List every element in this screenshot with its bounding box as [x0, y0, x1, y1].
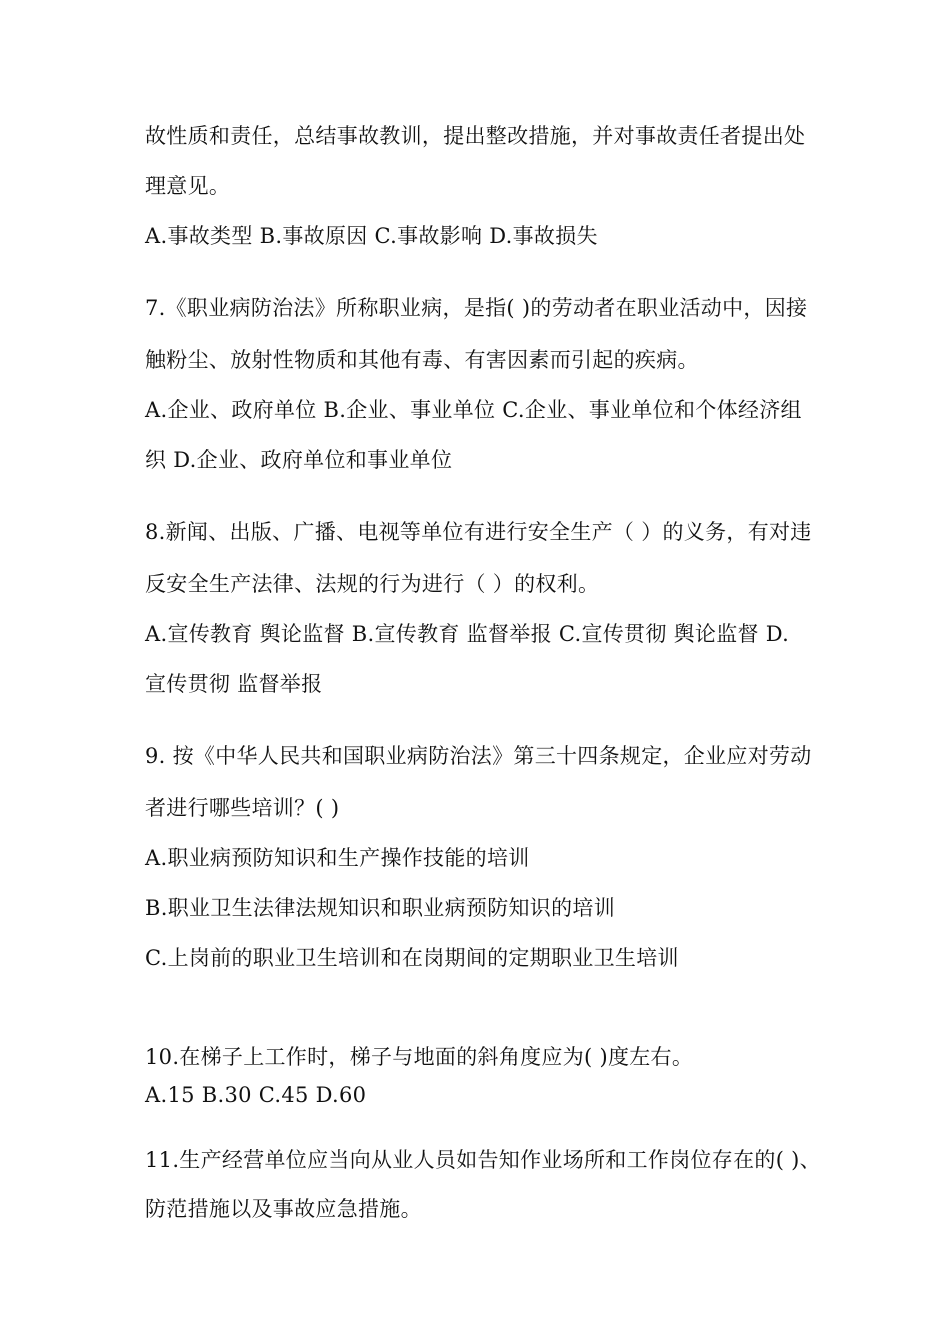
text-line: 故性质和责任，总结事故教训，提出整改措施，并对事故责任者提出处	[145, 124, 806, 148]
question-8: 8.新闻、出版、广播、电视等单位有进行安全生产（ ）的义务，有对违	[145, 520, 812, 544]
answer-options: A.企业、政府单位 B.企业、事业单位 C.企业、事业单位和个体经济组	[145, 398, 802, 422]
answer-options: 宣传贯彻 监督举报	[145, 672, 323, 696]
question-11: 11.生产经营单位应当向从业人员如告知作业场所和工作岗位存在的( )、	[145, 1148, 821, 1172]
question-10: 10.在梯子上工作时，梯子与地面的斜角度应为( )度左右。	[145, 1045, 694, 1069]
text-line: 触粉尘、放射性物质和其他有毒、有害因素而引起的疾病。	[145, 348, 699, 372]
text-line: 防范措施以及事故应急措施。	[145, 1197, 422, 1221]
question-9: 9. 按《中华人民共和国职业病防治法》第三十四条规定，企业应对劳动	[145, 744, 812, 768]
answer-options: 织 D.企业、政府单位和事业单位	[145, 448, 453, 472]
text-line: 反安全生产法律、法规的行为进行（ ）的权利。	[145, 572, 600, 596]
answer-options: A.事故类型 B.事故原因 C.事故影响 D.事故损失	[145, 224, 598, 248]
text-line: 者进行哪些培训？( )	[145, 796, 340, 820]
answer-options: A.15 B.30 C.45 D.60	[145, 1083, 367, 1107]
answer-options: A.宣传教育 舆论监督 B.宣传教育 监督举报 C.宣传贯彻 舆论监督 D.	[145, 622, 790, 646]
question-7: 7.《职业病防治法》所称职业病，是指( )的劳动者在职业活动中，因接	[145, 296, 808, 320]
answer-option-c: C.上岗前的职业卫生培训和在岗期间的定期职业卫生培训	[145, 946, 679, 970]
text-line: 理意见。	[145, 174, 231, 198]
answer-option-b: B.职业卫生法律法规知识和职业病预防知识的培训	[145, 896, 616, 920]
answer-option-a: A.职业病预防知识和生产操作技能的培训	[145, 846, 530, 870]
